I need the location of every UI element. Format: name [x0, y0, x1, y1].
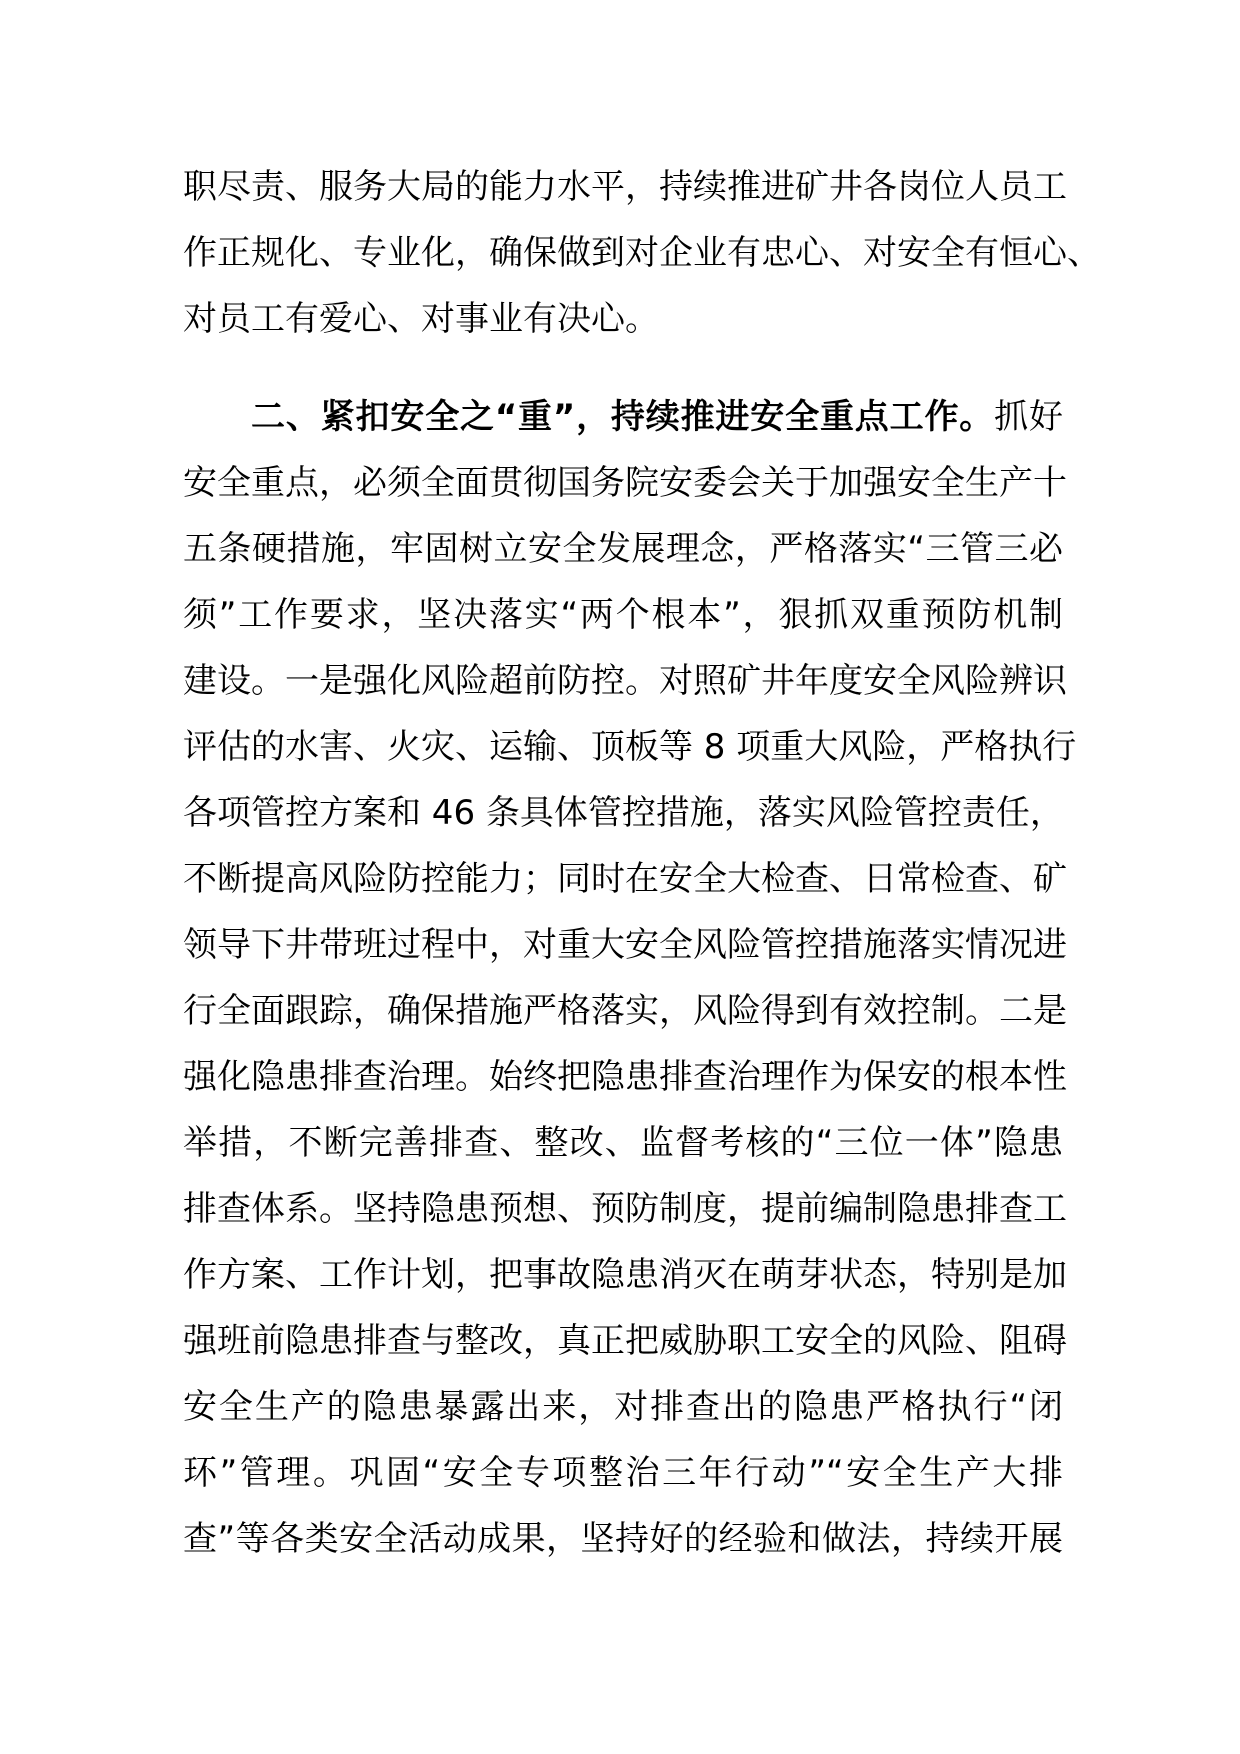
- text-line: 领导下井带班过程中，对重大安全风险管控措施落实情况进: [183, 925, 1067, 965]
- text-line: 作正规化、专业化，确保做到对企业有忠心、对安全有恒心、: [183, 233, 1101, 273]
- text-line: 评估的水害、火灾、运输、顶板等 8 项重大风险，严格执行: [183, 727, 1077, 767]
- text-line: 不断提高风险防控能力；同时在安全大检查、日常检查、矿: [183, 859, 1067, 899]
- text-line: 强班前隐患排查与整改，真正把威胁职工安全的风险、阻碍: [183, 1321, 1067, 1361]
- text-line: 查”等各类安全活动成果，坚持好的经验和做法，持续开展: [183, 1519, 1063, 1559]
- heading-line-rest: 抓好: [994, 397, 1063, 437]
- section-heading: 二、紧扣安全之“重”，持续推进安全重点工作。: [251, 397, 995, 437]
- text-line: 举措，不断完善排查、整改、监督考核的“三位一体”隐患: [183, 1123, 1063, 1163]
- text-line: 行全面跟踪，确保措施严格落实，风险得到有效控制。二是: [183, 991, 1067, 1031]
- text-line: 环”管理。巩固“安全专项整治三年行动”“安全生产大排: [183, 1453, 1063, 1493]
- text-line: 作方案、工作计划，把事故隐患消灭在萌芽状态，特别是加: [183, 1255, 1067, 1295]
- text-line: 须”工作要求，坚决落实“两个根本”，狠抓双重预防机制: [183, 595, 1063, 635]
- text-line: 职尽责、服务大局的能力水平，持续推进矿井各岗位人员工: [183, 167, 1067, 207]
- text-line: 安全重点，必须全面贯彻国务院安委会关于加强安全生产十: [183, 463, 1067, 503]
- paragraph-safety-priorities: [183, 384, 1077, 1572]
- text-line: 对员工有爱心、对事业有决心。: [183, 299, 659, 339]
- text-line: 强化隐患排查治理。始终把隐患排查治理作为保安的根本性: [183, 1057, 1067, 1097]
- text-line: 安全生产的隐患暴露出来，对排查出的隐患严格执行“闭: [183, 1387, 1063, 1427]
- text-line: 排查体系。坚持隐患预想、预防制度，提前编制隐患排查工: [183, 1189, 1067, 1229]
- text-line: 各项管控方案和 46 条具体管控措施，落实风险管控责任，: [183, 793, 1064, 833]
- heading-line: [183, 384, 1063, 450]
- paragraph-responsibilities: [183, 154, 1101, 352]
- text-line: 五条硬措施，牢固树立安全发展理念，严格落实“三管三必: [183, 529, 1063, 569]
- text-line: 建设。一是强化风险超前防控。对照矿井年度安全风险辨识: [183, 661, 1067, 701]
